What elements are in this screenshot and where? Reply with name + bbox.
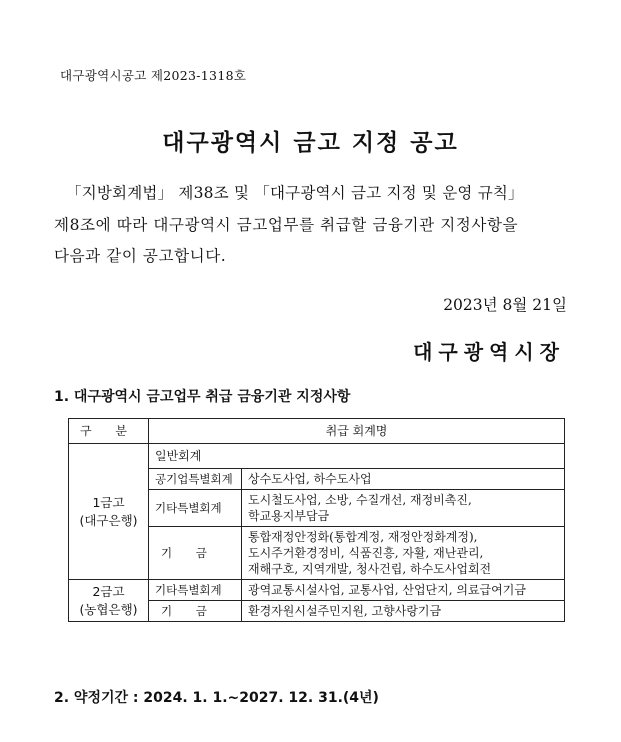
account-desc-cell (242, 469, 565, 490)
header-category: 구 분 (69, 419, 149, 444)
desc-line: 통합재정안정화(통합계정, 재정안정화계정), (248, 530, 478, 544)
account-type-cell: 기타특별회계 (149, 490, 242, 527)
issuer-name: 대구광역시장 (413, 340, 565, 364)
bank-2-rank: 2금고 (92, 583, 125, 599)
account-type-cell: 기 금 (149, 601, 242, 622)
account-desc-cell (242, 601, 565, 622)
account-desc-cell (242, 580, 565, 601)
account-type-cell: 기타특별회계 (149, 580, 242, 601)
account-type-cell: 기 금 (149, 527, 242, 580)
body-text-line-2: 제8조에 따라 대구광역시 금고업무를 취급할 금융기관 지정사항을 (54, 216, 519, 234)
body-text-line-1: 「지방회계법」 제38조 및 「대구광역시 금고 지정 및 운영 규칙」 (66, 184, 524, 202)
desc-line: 도시철도사업, 소방, 수질개선, 재정비촉진, (248, 493, 472, 507)
table-row (69, 580, 565, 601)
section-2-heading: 2. 약정기간 : 2024. 1. 1.~2027. 12. 31.(4년) (54, 690, 379, 706)
desc-line: 환경자원시설주민지원, 고향사랑기금 (248, 604, 442, 618)
desc-line: 재해구호, 지역개발, 청사건립, 하수도사업회전 (248, 562, 492, 576)
desc-line: 학교용지부담금 (248, 509, 330, 523)
notice-number: 대구광역시공고 제2023-1318호 (60, 68, 247, 83)
table-row (69, 444, 565, 469)
notice-date: 2023년 8월 21일 (443, 296, 567, 314)
bank-2-cell (69, 580, 149, 622)
desc-line: 상수도사업, 하수도사업 (248, 472, 372, 486)
bank-1-cell (69, 444, 149, 580)
bank-1-rank: 1금고 (92, 494, 125, 510)
bank-2-name: (농협은행) (79, 601, 138, 617)
account-desc-cell (242, 490, 565, 527)
page-title: 대구광역시 금고 지정 공고 (162, 130, 459, 156)
desc-line: 광역교통시설사업, 교통사업, 산업단지, 의료급여기금 (248, 583, 526, 597)
account-desc-cell (242, 527, 565, 580)
section-1-heading: 1. 대구광역시 금고업무 취급 금융기관 지정사항 (54, 389, 351, 405)
header-accounts: 취급 회계명 (149, 419, 565, 444)
body-text-line-3: 다음과 같이 공고합니다. (54, 247, 227, 265)
account-type-cell: 공기업특별회계 (149, 469, 242, 490)
general-account-cell: 일반회계 (149, 444, 565, 469)
desc-line: 도시주거환경정비, 식품진흥, 자활, 재난관리, (248, 546, 484, 560)
designation-table (68, 418, 565, 622)
bank-1-name: (대구은행) (79, 512, 138, 528)
table-header-row (69, 419, 565, 444)
